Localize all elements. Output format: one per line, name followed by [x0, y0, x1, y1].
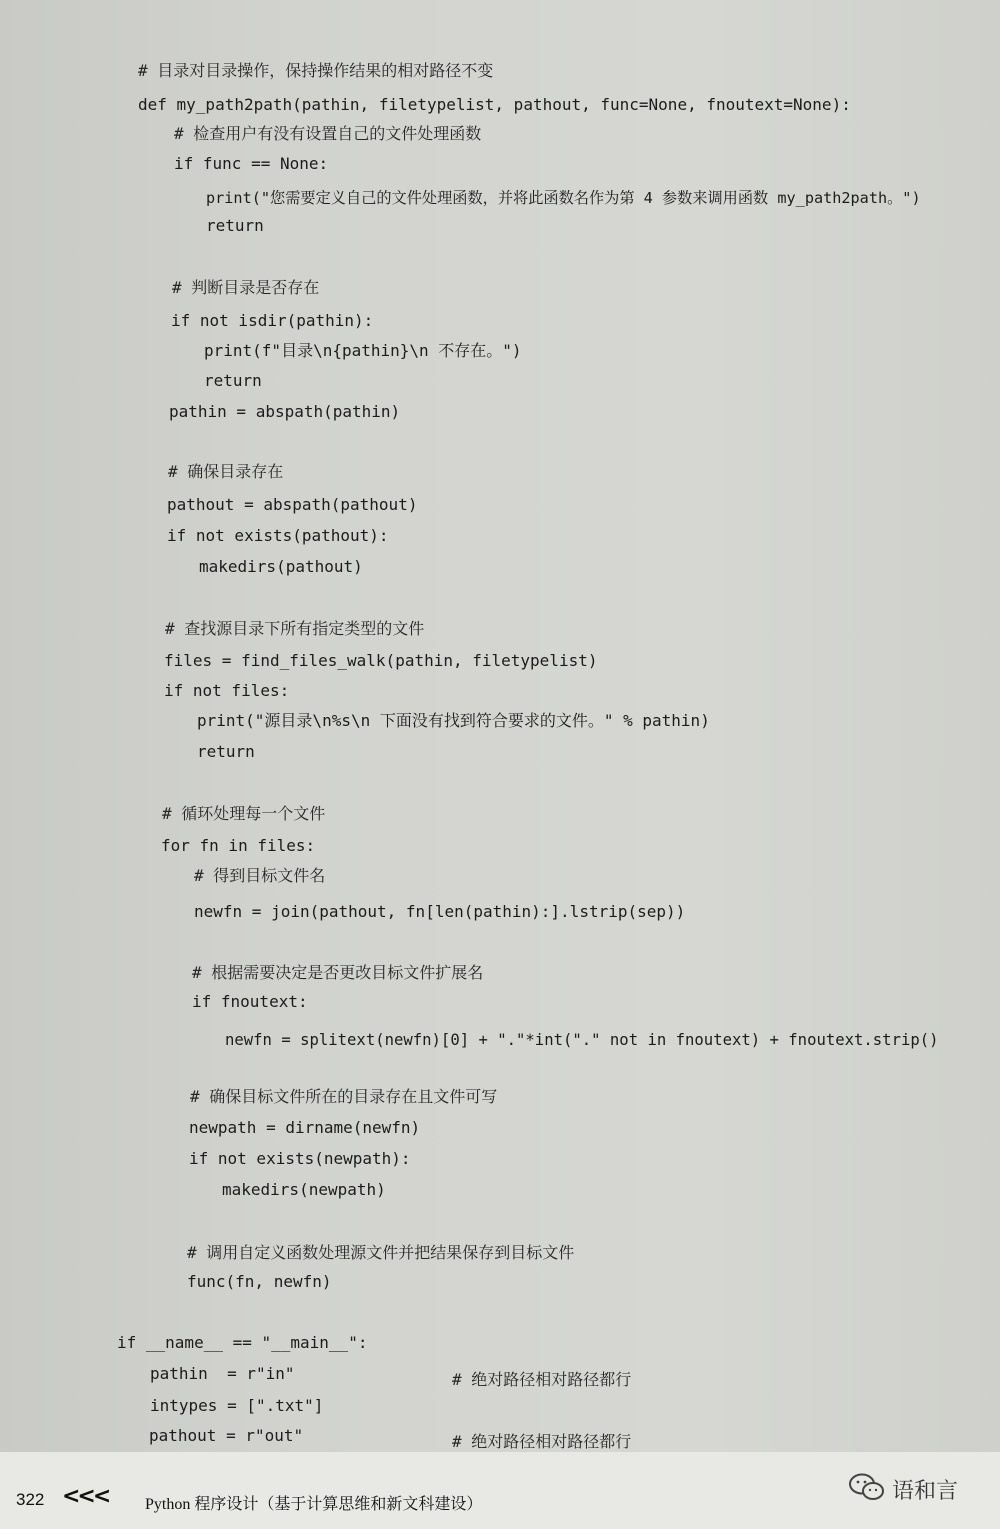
code-line: if not exists(newpath): — [189, 1149, 411, 1168]
code-line: pathout = abspath(pathout) — [167, 495, 418, 514]
code-line: pathout = r"out" — [149, 1426, 304, 1445]
code-line: if not isdir(pathin): — [171, 311, 374, 330]
wechat-icon — [848, 1472, 886, 1502]
code-line: # 目录对目录操作，保持操作结果的相对路径不变 — [138, 61, 494, 80]
code-line: # 确保目录存在 — [168, 462, 284, 481]
code-line: if fnoutext: — [192, 992, 308, 1011]
code-line: def my_path2path(pathin, filetypelist, pathout, func=None, fnoutext=None): — [138, 95, 851, 114]
code-line: for fn in files: — [161, 836, 316, 855]
code-line: return — [206, 216, 264, 235]
page-number: 322 — [16, 1490, 45, 1509]
code-line: if not files: — [164, 681, 290, 700]
code-line: return — [204, 371, 262, 390]
code-line: intypes = [".txt"] — [150, 1396, 324, 1415]
code-line: files = find_files_walk(pathin, filetypelist) — [164, 651, 598, 670]
code-line: print("源目录\n%s\n 下面没有找到符合要求的文件。" % pathin) — [197, 711, 710, 730]
code-line: pathin = abspath(pathin) — [169, 402, 401, 421]
code-line: return — [197, 742, 255, 761]
code-line: # 调用自定义函数处理源文件并把结果保存到目标文件 — [187, 1243, 575, 1262]
code-line: # 确保目标文件所在的目录存在且文件可写 — [190, 1087, 498, 1106]
code-line: if func == None: — [174, 154, 329, 173]
code-line: if not exists(pathout): — [167, 526, 389, 545]
code-line: # 得到目标文件名 — [194, 866, 326, 885]
code-line: makedirs(newpath) — [222, 1180, 386, 1199]
footer-arrows: <<< — [62, 1484, 109, 1509]
code-line: # 查找源目录下所有指定类型的文件 — [165, 619, 425, 638]
code-line: print(f"目录\n{pathin}\n 不存在。") — [204, 341, 522, 360]
code-line: # 循环处理每一个文件 — [162, 804, 326, 823]
code-line: newfn = join(pathout, fn[len(pathin):].lstrip(sep)) — [194, 902, 686, 921]
code-line: newfn = splitext(newfn)[0] + "."*int("." not in fnoutext) + fnoutext.strip() — [225, 1031, 939, 1049]
code-line: # 根据需要决定是否更改目标文件扩展名 — [192, 963, 484, 982]
code-line: func(fn, newfn) — [187, 1272, 332, 1291]
code-line: makedirs(pathout) — [199, 557, 363, 576]
code-line: if __name__ == "__main__": — [117, 1333, 368, 1352]
code-line: print("您需要定义自己的文件处理函数，并将此函数名作为第 4 参数来调用函数 my_path2path。") — [206, 189, 921, 207]
code-line: # 绝对路径相对路径都行 — [452, 1432, 632, 1451]
code-line: pathin = r"in" — [150, 1364, 295, 1383]
code-line: # 判断目录是否存在 — [172, 278, 320, 297]
code-line: # 检查用户有没有设置自己的文件处理函数 — [174, 124, 482, 143]
book-title: Python 程序设计（基于计算思维和新文科建设） — [145, 1496, 483, 1513]
watermark-text: 语和言 — [892, 1479, 959, 1504]
code-line: # 绝对路径相对路径都行 — [452, 1370, 632, 1389]
code-line: newpath = dirname(newfn) — [189, 1118, 421, 1137]
